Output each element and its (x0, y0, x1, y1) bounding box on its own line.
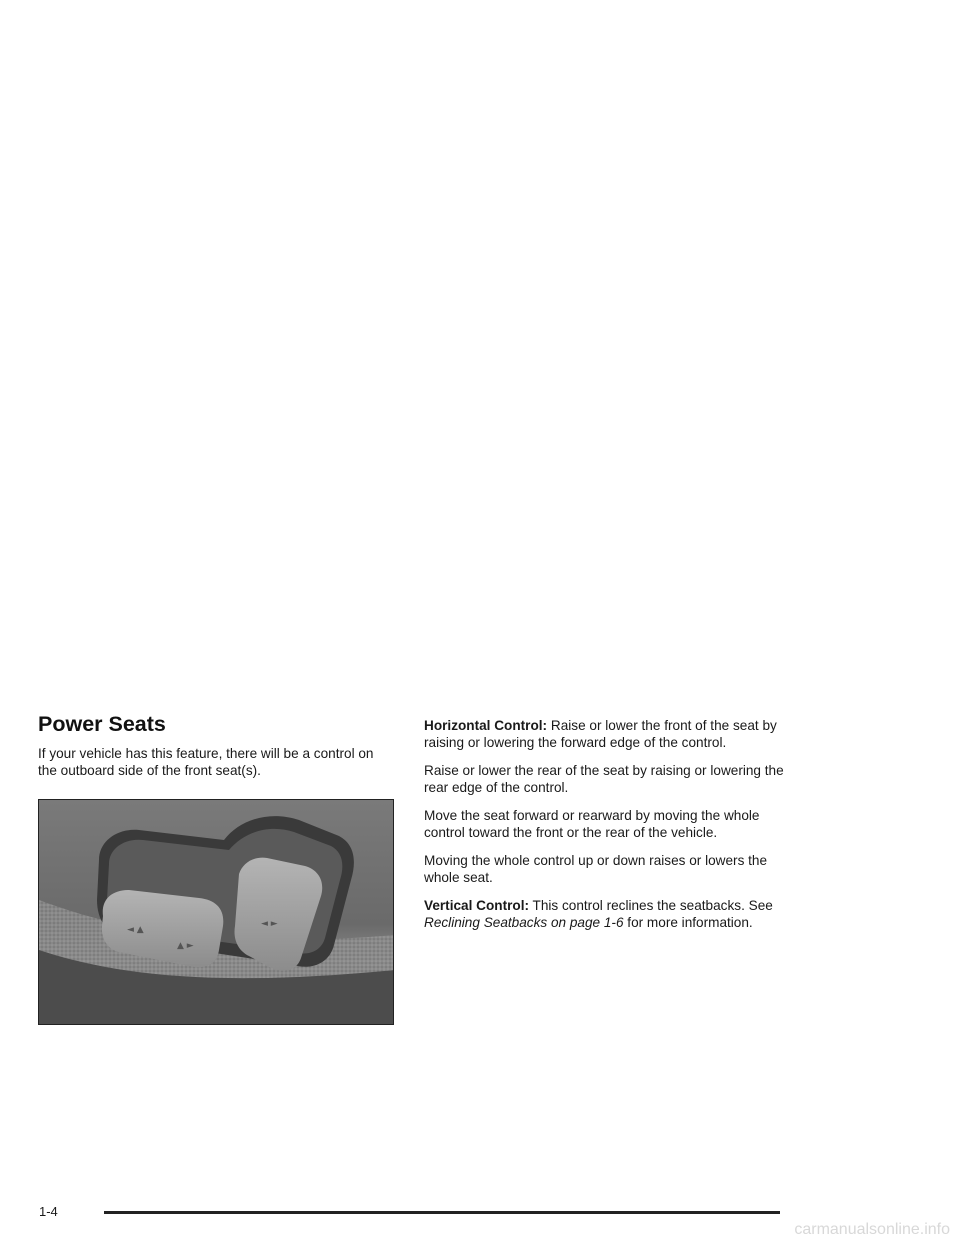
horizontal-control-paragraph (424, 718, 794, 751)
svg-text:◄ ►: ◄ ► (261, 919, 278, 929)
left-column (38, 712, 396, 791)
see-prefix: See (748, 898, 773, 913)
vertical-control-paragraph (424, 898, 794, 931)
right-column (424, 718, 794, 943)
horizontal-control-text: Raise or lower the front of the seat by raising or lowering the forward edge of the control. (424, 718, 777, 750)
intro-paragraph: If your vehicle has this feature, there will be a control on the outboard side of the front seat(s). (38, 746, 374, 778)
watermark: carmanualsonline.info (794, 1221, 950, 1238)
power-seat-control-photo (38, 799, 394, 1025)
cross-reference-link[interactable]: Reclining Seatbacks on page 1-6 (424, 914, 624, 930)
svg-text:▲ ►: ▲ ► (177, 941, 194, 951)
vertical-control-label: Vertical Control: (424, 898, 529, 913)
page-number: 1-4 (39, 1204, 58, 1219)
vertical-control-text: This control reclines the seatbacks. (532, 898, 745, 913)
power-seat-control-illustration (39, 800, 394, 1025)
rear-edge-paragraph: Raise or lower the rear of the seat by raising or lowering the rear edge of the control. (424, 763, 784, 795)
horizontal-control-label: Horizontal Control: (424, 718, 548, 733)
whole-seat-paragraph: Moving the whole control up or down raises or lowers the whole seat. (424, 853, 768, 885)
svg-text:◄ ▲: ◄ ▲ (127, 925, 144, 935)
move-seat-paragraph: Move the seat forward or rearward by moving the whole control toward the front or the rear of the vehicle. (424, 808, 760, 840)
page-title: Power Seats (38, 712, 166, 736)
see-suffix: for more information. (627, 914, 753, 930)
footer-divider (104, 1211, 780, 1214)
